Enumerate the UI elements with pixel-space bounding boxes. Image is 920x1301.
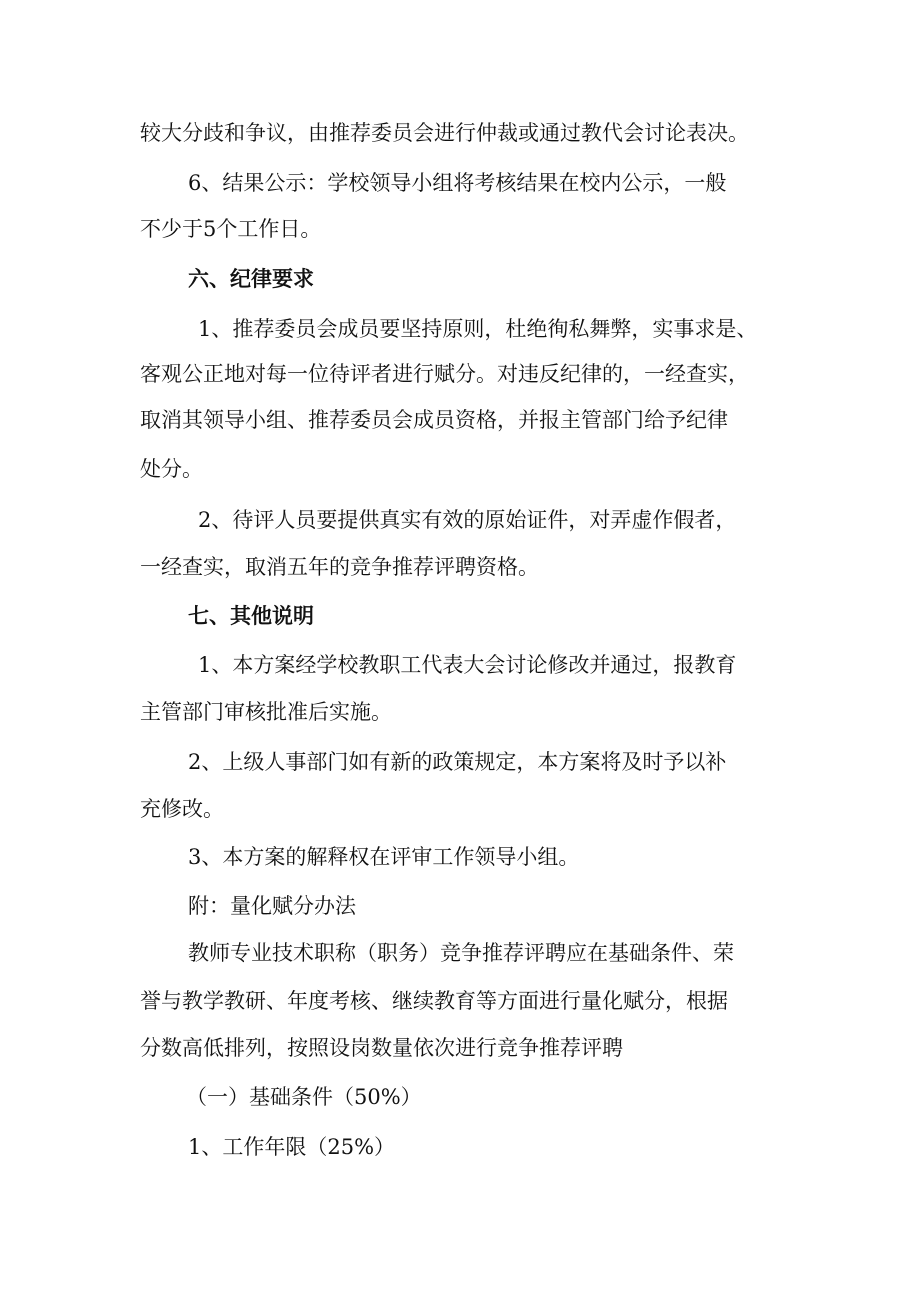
paragraph-line: （一）基础条件（50%）: [186, 1085, 422, 1109]
paragraph-line: 较大分歧和争议，由推荐委员会进行仲裁或通过教代会讨论表决。: [140, 121, 749, 145]
paragraph-line: 誉与教学教研、年度考核、继续教育等方面进行量化赋分，根据: [140, 989, 728, 1013]
section-heading: 六、纪律要求: [188, 267, 314, 291]
paragraph-line: 附：量化赋分办法: [188, 894, 356, 918]
paragraph-line: 1、工作年限（25%）: [188, 1135, 396, 1159]
paragraph-line: 取消其领导小组、推荐委员会成员资格，并报主管部门给予纪律: [140, 408, 728, 432]
paragraph-line: 教师专业技术职称（职务）竞争推荐评聘应在基础条件、荣: [188, 941, 734, 965]
paragraph-line: 充修改。: [140, 797, 224, 821]
paragraph-line: 2、上级人事部门如有新的政策规定，本方案将及时予以补: [188, 750, 727, 774]
paragraph-line: 不少于5个工作日。: [140, 217, 322, 241]
paragraph-line: 分数高低排列，按照设岗数量依次进行竞争推荐评聘: [140, 1036, 623, 1060]
paragraph-line: 主管部门审核批准后实施。: [140, 700, 392, 724]
paragraph-line: 3、本方案的解释权在评审工作领导小组。: [188, 845, 580, 869]
paragraph-line: 处分。: [140, 457, 203, 481]
paragraph-line: 6、结果公示：学校领导小组将考核结果在校内公示，一般: [188, 171, 727, 195]
section-heading: 七、其他说明: [188, 604, 314, 628]
paragraph-line: 1、本方案经学校教职工代表大会讨论修改并通过，报教育: [198, 653, 737, 677]
paragraph-line: 客观公正地对每一位待评者进行赋分。对违反纪律的，一经查实，: [140, 362, 749, 386]
paragraph-line: 一经查实，取消五年的竞争推荐评聘资格。: [140, 555, 539, 579]
paragraph-line: 2、待评人员要提供真实有效的原始证件，对弄虚作假者，: [198, 508, 737, 532]
paragraph-line: 1、推荐委员会成员要坚持原则，杜绝徇私舞弊，实事求是、: [198, 317, 758, 341]
